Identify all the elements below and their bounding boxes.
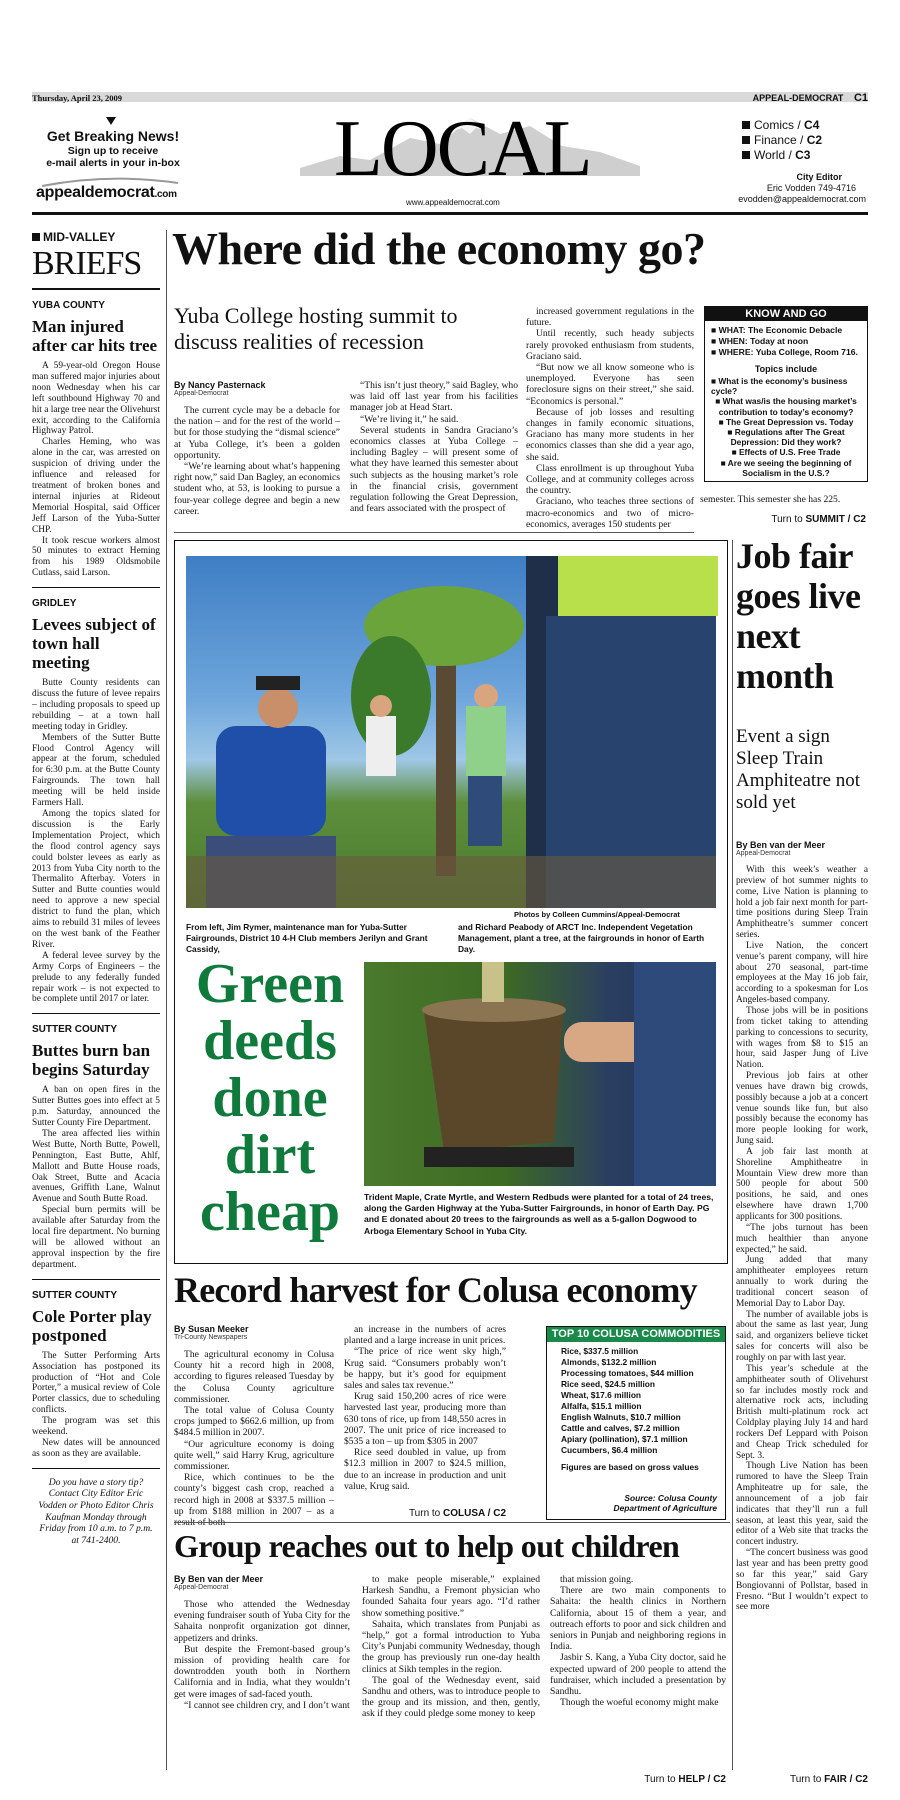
- brief-item: [32, 1290, 160, 1460]
- photo-illustration: [186, 556, 716, 908]
- website-url[interactable]: www.appealdemocrat.com: [406, 198, 500, 207]
- photo-credit: Photos by Colleen Cummins/Appeal-Democrat: [514, 910, 680, 919]
- commodities-box: [546, 1326, 726, 1520]
- index-item-finance[interactable]: Finance / C2: [742, 133, 822, 148]
- brief-divider: [32, 1013, 160, 1014]
- brief-divider: [32, 1468, 160, 1469]
- harvest-bottom-rule: [174, 1522, 730, 1523]
- folio: [753, 92, 868, 104]
- harvest-column-1: [174, 1324, 334, 1520]
- job-fair-text: With this week’s weather a preview of hot summer nights to come, Live Nation is planning to hold a job fair next month for part-time positions during Sleep Train Amphitheatre’s summer concert series. Live Nation, the concert venue’s parent company, will hire about 270 seasonal, part-time employees at the May 16 job fair, according to a spokesman for Los Angeles-based company. Those jobs will be in positions from ticket taking to attending parking to concessions to security, with wages from $8 to $15 an hour, said Jasper Jung of Live Nation. Previous job fairs at other venues have drawn big crowds, possibly because a job at a concert venue sounds like fun, but also possibly because the economy has more people looking for work, Jung said. A job fair last month at Shoreline Amphitheatre in Mountain View drew more than 500 people for about 500 positions, he said, and ones elsewhere have drawn 1,700 applicants for 300 positions. “The jobs turnout has been much healthier than anyone expected,” he said. Jung added that many amphitheater employees return annually to work during the traditional concert season of Memorial Day to Labor Day. The number of available jobs is about the same as last year, Jung said, and organizers believe ticket sales for concerts will also be roughly on par with last year. This year’s schedule at the amphitheater south of Olivehurst so far includes mostly rock and alternative rock acts, including British multi-platinum rock act Coldplay playing July 14 and hard rockers Def Leppard with Poison and Cheap Trick scheduled for Sept. 3. Though Live Nation has been rumored to have the Sleep Train Amphiteatre up for sale, the announcement of a job fair indicates that they’ll run a full season, at least this year, said the editor of a Web site that tracks the concert industry. “The concert business was good last year and has been pretty good so far this year,” said Gary Bongiovanni of Pollstar, based in Fresno. “But I wouldn’t expect to see more: [736, 865, 868, 1613]
- brief-body: Butte County residents can discuss the future of levee repairs – including proposals to speed up rebuilding – at a town hall meeting today in Gridley. Members of the Sutter Butte Flood Control Agency will appear at the forum, scheduled for 6:30 p.m. at the Butte County Fairgrounds. The town hall meeting will be held inside Farmers Hall. Among the topics slated for discussion is the Early Implementation Project, which the flood control agency says could bolster levees as early as 2013 from Yuba City north to the Thermalito Afterbay. Voters in Sutter and Butte counties would need to approve a new special district to fund the plan, which aims to rebuild 31 miles of levees on the west bank of the Feather River. A federal levee survey by the Army Corps of Engineers – the prelude to any federally funded repair work – is not expected to be complete until 2017 or later.: [32, 678, 160, 1005]
- bullet-icon: [742, 121, 750, 129]
- job-fair-subhead: Event a sign Sleep Train Amphiteatre not sold yet: [736, 726, 860, 813]
- children-column-1: [174, 1574, 350, 1770]
- page-number: C1: [853, 92, 868, 104]
- briefs-vertical-rule: [166, 230, 167, 1770]
- header-bottom-rule: [32, 212, 868, 215]
- brief-body: The Sutter Performing Arts Association has postponed its production of “Hot and Cole Porter,” a musical review of Cole Porter classics, due to scheduling conflicts. The program was set this weekend. New dates will be announced as soon as they are available.: [32, 1350, 160, 1459]
- harvest-byline: By Susan Meeker: [174, 1324, 249, 1334]
- brief-location: GRIDLEY: [32, 598, 77, 610]
- job-fair-headline[interactable]: Job fair goes live next month: [736, 536, 861, 696]
- commodities-title: TOP 10 COLUSA COMMODITIES: [547, 1327, 725, 1342]
- brief-location: SUTTER COUNTY: [32, 1024, 117, 1036]
- pot-illustration: [364, 962, 716, 1186]
- briefs-column: [32, 230, 160, 1546]
- section-title: LOCAL: [334, 105, 591, 193]
- editor-line: Eric Vodden 749-4716: [766, 183, 856, 193]
- briefs-title-rule: [32, 288, 160, 290]
- commodity-row: Almonds, $132.2 million: [561, 1357, 657, 1367]
- kg-what: ■ WHAT: The Economic Debacle: [711, 325, 843, 335]
- commodities-note: Figures are based on gross values: [561, 1462, 699, 1472]
- commodity-row: Cattle and calves, $7.2 million: [561, 1423, 680, 1433]
- brief-divider: [32, 1279, 160, 1280]
- brief-divider: [32, 587, 160, 588]
- site-logo-text: appealdemocrat: [36, 184, 155, 201]
- commodity-row: Cucumbers, $6.4 million: [561, 1445, 658, 1455]
- economy-bottom-rule: [174, 532, 694, 533]
- bullet-icon: [742, 151, 750, 159]
- children-byline-sub: Appeal-Democrat: [174, 1584, 229, 1591]
- topic-item: ■ What was/is the housing market’s contribution to today’s economy?: [715, 396, 857, 417]
- brief-item: [32, 300, 160, 579]
- commodity-row: Alfalfa, $15.1 million: [561, 1401, 642, 1411]
- tree-planting-photo: [186, 556, 716, 908]
- briefs-title: BRIEFS: [32, 245, 142, 282]
- economy-byline-sub: Appeal-Democrat: [174, 390, 229, 397]
- economy-column-3: increased government regulations in the future. Until recently, such heady subjects rarely provoked enthusiasm from students, Graciano said. “But now we all know someone who is unemployed. Everyone has seen foreclosure signs on their street,” she said. “Economics is personal.” Because of job losses and resulting changes in family economic situations, Graciano has many more students in her economics classes than she did a year ago, she said. Class enrollment is up throughout Yuba College, and at community colleges across the country. Graciano, who teaches three sections of macro-economics and two of micro-economics, averages 150 students per: [526, 306, 694, 530]
- promo-title: Get Breaking News!: [46, 128, 180, 144]
- editor-contact: [738, 172, 866, 205]
- top-rule: [32, 92, 868, 102]
- issue-date: Thursday, April 23, 2009: [32, 93, 122, 103]
- commodity-row: Apiary (pollination), $7.1 million: [561, 1434, 688, 1444]
- photo-caption-left: From left, Jim Rymer, maintenance man for Yuba-Sutter Fairgrounds, District 10 4-H Club members Jerilyn and Grant Cassidy,: [186, 922, 428, 954]
- brief-body: A ban on open fires in the Sutter Buttes goes into effect at 5 p.m. Saturday, announced the Sutter County Fire Department. The area affected lies within West Butte, North Butte, Powell, Pennington, East Butte, Ahlf, Mallott and Butte House roads, Oak Street, Butte and Acacia avenues, Griffith Lane, Walnut Avenue and South Butte Road. Special burn permits will be available after Saturday from the local fire department. No burning will be allowed without an approval inspection by the fire department.: [32, 1085, 160, 1270]
- brief-item: [32, 1024, 160, 1270]
- paper-section-name: APPEAL-DEMOCRAT: [752, 93, 844, 103]
- bullet-icon: [742, 136, 750, 144]
- index-item-comics[interactable]: Comics / C4: [742, 118, 822, 133]
- children-column-3: that mission going. There are two main components to Sahaita: the health clinics in Northern California, about 15 of them a year, and outreach efforts to poor and sick children and seniors in Punjab and neighboring regions in India. Jasbir S. Kang, a Yuba City doctor, said he expected upward of 200 people to attend the fundraiser, which included a presentation by Sandhu. Though the woeful economy might make: [550, 1574, 726, 1709]
- editor-email[interactable]: evodden@appealdemocrat.com: [738, 194, 866, 204]
- photo-caption-2: Trident Maple, Crate Myrtle, and Western Redbuds were planted for a total of 24 trees, along the Garden Highway at the Yuba-Sutter Fairgrounds, in honor of Earth Day. PG and E donated about 20 trees to the fairgrounds as well as a 5-gallon Dogwood to Arboga Elementary School in Yuba City.: [364, 1192, 714, 1236]
- know-and-go-title: KNOW AND GO: [705, 307, 867, 321]
- children-turn[interactable]: Turn to HELP / C2: [644, 1774, 726, 1785]
- index-item-world[interactable]: World / C3: [742, 148, 822, 163]
- economy-column-1: [174, 380, 340, 540]
- commodity-row: Rice, $337.5 million: [561, 1346, 639, 1356]
- commodity-row: Rice seed, $24.5 million: [561, 1379, 656, 1389]
- economy-subhead: Yuba College hosting summit to discuss realities of recession: [174, 303, 458, 354]
- harvest-body-1: The agricultural economy in Colusa County hit a record high in 2008, according to figures released Tuesday by the Colusa County agriculture commissioner. The total value of Colusa County crops jumped to $662.6 million, up from $484.5 million in 2007. “Our agriculture economy is doing quite well,” said Harry Krug, agriculture commissioner. Rice, which continues to be the county’s biggest cash crop, reached a record high in 2008 at $337.5 million – up from $188 million in 2007 – as a: [174, 1349, 334, 1517]
- topic-item: ■ What is the economy’s business cycle?: [711, 376, 848, 397]
- kg-when: ■ WHEN: Today at noon: [711, 336, 809, 346]
- site-logo-swoosh-icon: [40, 177, 180, 187]
- section-index: [742, 118, 822, 163]
- promo-line-2: e-mail alerts in your in-box: [46, 157, 180, 169]
- story-tip: Do you have a story tip? Contact City Editor Eric Vodden or Photo Editor Chris Kaufman Monday through Friday from 10 a.m. to 7 p.m. at 741-2400.: [38, 1476, 154, 1546]
- children-byline: By Ben van der Meer: [174, 1574, 264, 1584]
- children-column-2: to make people miserable,” explained Harkesh Sandhu, a Fremont physician who founded Sahaita four years ago. “I’d rather show something positive.” Sahaita, which translates from Punjabi as “help,” got a formal introduction to Yuba City’s Punjabi community Wednesday, though the group has previously run one-day health clinics at Sikh temples in the region. The goal of the Wednesday event, said Sandhu and others, was to introduce people to the group and its mission, and then, gently, ask if they could pledge some money to keep: [362, 1574, 540, 1720]
- children-body-1: Those who attended the Wednesday evening fundraiser south of Yuba City for the Sahaita nonprofit organization got dinner, appetizers and drinks. But despite the Fremont-based group’s mission of providing health care for downtrodden youth both in Northern California and in India, what they wouldn’t get were images of sad-faced youth. “I cannot see children cry, and I don’t want: [174, 1599, 350, 1711]
- brief-headline[interactable]: Cole Porter play postponed: [32, 1306, 152, 1345]
- briefs-kicker: MID-VALLEY: [32, 230, 160, 244]
- economy-body: The current cycle may be a debacle for the nation – and for the rest of the world – but for those studying the “dismal science” at Yuba College, it’s been a golden opportunity. “We’re learning about what’s happening right now,” said Dan Bagley, an economics student who, at 53, is looking to pursue a four-year college degree and begin a new career.: [174, 405, 340, 517]
- harvest-turn[interactable]: Turn to COLUSA / C2: [408, 1508, 506, 1519]
- brief-location: SUTTER COUNTY: [32, 1289, 117, 1301]
- green-deeds-headline[interactable]: Green deeds done dirt cheap: [195, 953, 345, 1243]
- commodity-row: Processing tomatoes, $44 million: [561, 1368, 694, 1378]
- kg-where: ■ WHERE: Yuba College, Room 716.: [711, 347, 858, 357]
- know-and-go-box: [704, 306, 868, 482]
- site-logo-suffix: .com: [154, 189, 177, 200]
- topic-item: ■ Effects of U.S. Free Trade: [731, 447, 841, 458]
- commodities-source: Source: Colusa County Department of Agriculture: [613, 1493, 717, 1513]
- job-fair-body: [736, 840, 868, 1770]
- brief-item: [32, 598, 160, 1005]
- promo-line-1: Sign up to receive: [67, 145, 159, 157]
- job-fair-byline: By Ben van der Meer: [736, 840, 826, 850]
- breaking-news-promo[interactable]: [38, 128, 188, 169]
- job-fair-left-rule: [732, 540, 733, 1770]
- job-fair-byline-sub: Appeal-Democrat: [736, 850, 791, 857]
- editor-title: City Editor: [796, 172, 842, 182]
- economy-column-2: “This isn’t just theory,” said Bagley, who was laid off last year from his facilities manager job at Head Start. “We’re living it,” he said. Several students in Sandra Graciano’s economics classes at Yuba College – including Bagley – will present some of what they have learned this semester about such subjects as the housing market’s role in the financial crisis, government regulation following the Great Depression, and fears associated with the prospect of: [350, 380, 518, 515]
- job-fair-turn[interactable]: Turn to FAIR / C2: [790, 1774, 868, 1785]
- brief-headline[interactable]: Levees subject of town hall meeting: [32, 615, 156, 673]
- children-headline[interactable]: Group reaches out to help out children: [174, 1528, 680, 1564]
- topics-title: Topics include: [754, 364, 818, 374]
- commodity-row: English Walnuts, $10.7 million: [561, 1412, 681, 1422]
- topic-item: ■ Regulations after The Great Depression: Did they work?: [727, 427, 845, 448]
- brief-headline[interactable]: Buttes burn ban begins Saturday: [32, 1041, 151, 1080]
- harvest-headline[interactable]: Record harvest for Colusa economy: [174, 1270, 697, 1310]
- economy-column-4-tail: semester. This semester she has 225.: [700, 494, 841, 505]
- harvest-byline-sub: Tri-County Newspapers: [174, 1334, 248, 1341]
- brief-body: A 59-year-old Oregon House man suffered major injuries about noon Wednesday when his car left southbound Highway 70 and hit a large tree near the Olivehurst exit, according to the California Highway Patrol. Charles Heming, who was alone in the car, was arrested on suspicion of driving under the influence and released for treatment of broken bones and internal injuries at Rideout Memorial Hospital, said Officer Jeff Larson of the Yuba-Sutter CHP. It took rescue workers almost 50 minutes to extract Heming from his 1989 Oldsmobile Cutlass, said Larson.: [32, 361, 160, 579]
- topic-item: ■ The Great Depression vs. Today: [718, 416, 854, 427]
- economy-byline: By Nancy Pasternack: [174, 380, 266, 390]
- brief-location: YUBA COUNTY: [32, 300, 105, 311]
- photo-caption-right: and Richard Peabody of ARCT Inc. Independent Vegetation Management, plant a tree, at the fairgrounds in honor of Earth Day.: [458, 922, 705, 954]
- square-bullet-icon: [32, 233, 40, 241]
- tree-pot-photo: [364, 962, 716, 1186]
- brief-headline[interactable]: Man injured after car hits tree: [32, 317, 158, 355]
- economy-turn[interactable]: Turn to SUMMIT / C2: [771, 514, 866, 525]
- know-and-go-details: [705, 321, 867, 482]
- commodity-row: Wheat, $17.6 million: [561, 1390, 642, 1400]
- economy-headline[interactable]: Where did the economy go?: [172, 223, 706, 274]
- harvest-column-2: an increase in the numbers of acres planted and a large increase in unit prices. “The price of rice went sky high,” Krug said. “Consumers probably won’t be happy, but it’s good for equipment sales and sales tax revenue.” Krug said 150,200 acres of rice were harvested last year, producing more than 630 tons of rice, up from 148,550 acres in 2007. The unit price of rice increased to $535 a ton – up from $305 in 2007 Rice seed doubled in value, up from $12.3 million in 2007 to $24.5 million, due to an increase in production and unit value, Krug said.: [344, 1324, 506, 1492]
- promo-arrow-icon: [106, 117, 116, 125]
- commodities-list: [547, 1342, 725, 1473]
- topic-item: ■ Are we seeing the beginning of Socialism in the U.S.?: [720, 457, 852, 478]
